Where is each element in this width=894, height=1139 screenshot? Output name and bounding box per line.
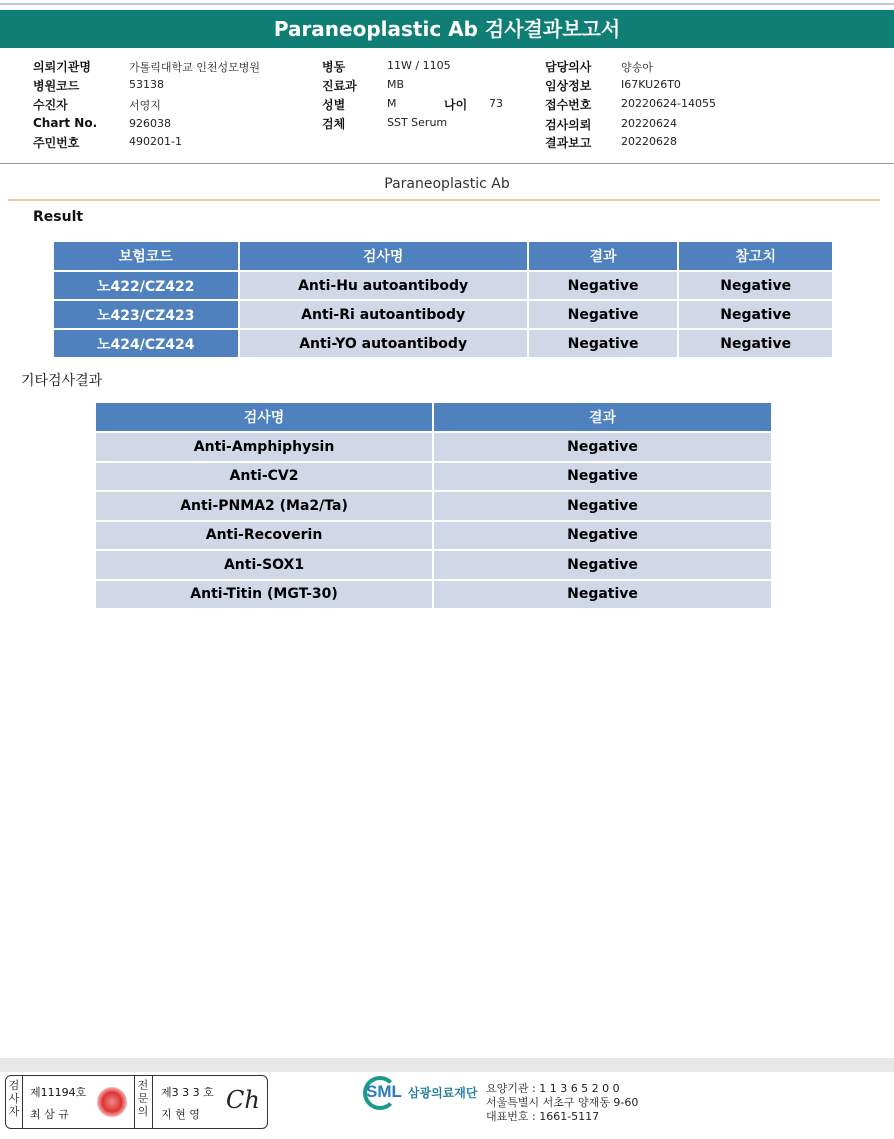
info-label: 병원코드 [33,79,80,93]
logo-text: SML [366,1082,402,1101]
table-cell: Anti-Titin (MGT-30) [95,580,433,610]
info-label: 접수번호 [545,98,592,112]
table-cell: Anti-Ri autoantibody [239,300,528,329]
footer-divider [0,1058,894,1072]
top-divider [0,3,894,5]
info-value: 서영지 [129,99,161,112]
table-cell: 노424/CZ424 [53,329,239,358]
info-value: M [387,97,397,110]
org-logo [366,1082,477,1102]
table-cell: Anti-SOX1 [95,550,433,580]
section-title: Paraneoplastic Ab [384,176,510,192]
info-value: MB [387,78,405,91]
info-label: 담당의사 [545,60,592,74]
table-row [95,491,772,521]
specialist-label: 전 문 의 [137,1079,149,1118]
tester-number: 제11194호 [30,1086,87,1099]
info-label: Chart No. [33,116,98,130]
info-value: I67KU26T0 [621,78,681,91]
tester-name: 최 삼 규 [30,1108,69,1121]
table-row [95,462,772,492]
column-header: 검사명 [239,241,528,271]
address-line: 요양기관 : 1 1 3 6 5 2 0 0 [486,1082,620,1095]
address-line: 서울특별시 서초구 양재동 9-60 [486,1096,639,1109]
info-label: 의뢰기관명 [33,60,91,74]
report-title: Paraneoplastic Ab 검사결과보고서 [0,10,894,48]
info-label: 임상정보 [545,79,592,93]
result-table [52,240,834,359]
signature-divider [152,1076,153,1128]
table-row [95,550,772,580]
info-label: 성별 [322,98,346,112]
patient-info [0,48,894,164]
specialist-name: 지 현 영 [161,1108,200,1121]
table-row [53,271,833,300]
info-value: 20220624 [621,117,677,130]
other-results-label: 기타검사결과 [21,373,103,389]
info-label: 수진자 [33,98,68,112]
info-label: 병동 [322,60,346,74]
table-cell: 노423/CZ423 [53,300,239,329]
table-cell: Anti-CV2 [95,462,433,492]
table-cell: Negative [678,271,833,300]
column-header: 검사명 [95,402,433,432]
table-row [95,521,772,551]
info-label: 검체 [322,117,346,131]
table-cell: Negative [433,491,772,521]
table-cell: Negative [433,521,772,551]
table-cell: Negative [678,300,833,329]
column-header: 결과 [433,402,772,432]
age-value: 73 [489,97,503,110]
info-value: 53138 [129,78,164,91]
info-value: 20220628 [621,135,677,148]
section-divider [8,199,880,201]
table-cell: Negative [528,300,679,329]
signature-box [5,1075,268,1129]
tester-label: 검 사 자 [8,1079,20,1118]
address-line: 대표번호 : 1661-5117 [486,1110,600,1123]
table-cell: Anti-Recoverin [95,521,433,551]
specialist-number: 제3 3 3 호 [161,1086,214,1099]
org-address [486,1082,638,1124]
table-cell: Negative [528,329,679,358]
info-value: 926038 [129,117,171,130]
table-cell: Negative [433,550,772,580]
column-header: 보험코드 [53,241,239,271]
other-results-table [94,401,773,610]
table-cell: Anti-Hu autoantibody [239,271,528,300]
table-cell: Negative [528,271,679,300]
info-value: 11W / 1105 [387,59,451,72]
signature-divider [134,1076,135,1128]
table-cell: Negative [433,580,772,610]
info-value: 가톨릭대학교 인천성모병원 [129,61,261,74]
age-label: 나이 [444,98,468,112]
table-cell: Anti-Amphiphysin [95,432,433,462]
info-label: 결과보고 [545,136,592,150]
table-cell: Negative [433,432,772,462]
table-cell: Negative [678,329,833,358]
info-label: 진료과 [322,79,357,93]
table-cell: Anti-YO autoantibody [239,329,528,358]
table-cell: Negative [433,462,772,492]
info-value: 20220624-14055 [621,97,716,110]
info-label: 검사의뢰 [545,118,592,132]
column-header: 참고치 [678,241,833,271]
table-cell: 노422/CZ422 [53,271,239,300]
logo-arc-icon [363,1076,397,1110]
org-name: 삼광의료재단 [407,1085,478,1100]
info-value: SST Serum [387,116,448,129]
signature-divider [22,1076,23,1128]
column-header: 결과 [528,241,679,271]
table-row [95,580,772,610]
info-value: 490201-1 [129,135,182,148]
info-value: 양송아 [621,61,653,74]
specialist-signature: Ch [226,1086,260,1114]
table-cell: Anti-PNMA2 (Ma2/Ta) [95,491,433,521]
seal-stamp [97,1087,127,1117]
table-row [95,432,772,462]
table-row [53,300,833,329]
result-label: Result [33,209,84,225]
table-row [53,329,833,358]
info-label: 주민번호 [33,136,80,150]
